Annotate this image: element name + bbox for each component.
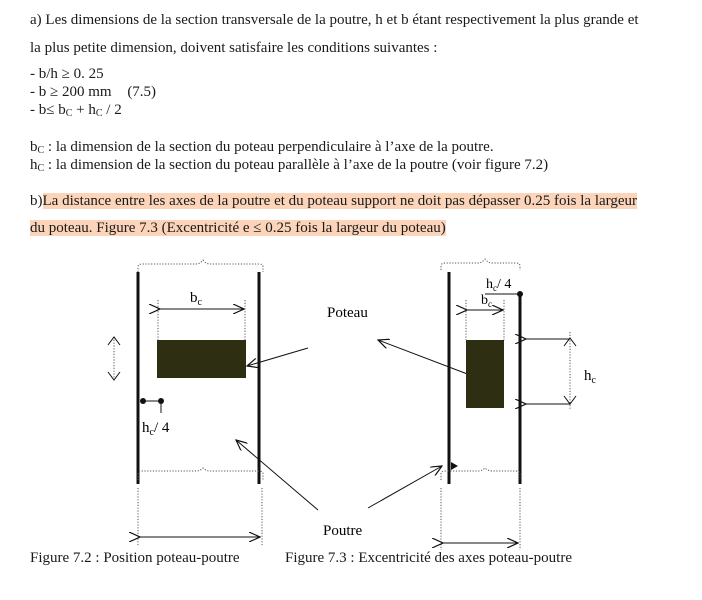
equation-number: (7.5): [127, 84, 157, 100]
condition-3: [30, 100, 122, 120]
bottom-brace-left: [138, 468, 263, 480]
condition-1: - b/h ≥ 0. 25: [30, 66, 104, 82]
poutre-label: Poutre: [323, 523, 363, 539]
bc-subscript: C: [37, 145, 45, 156]
hc4-point-2: [517, 291, 523, 297]
figure-7-3: [441, 259, 597, 550]
hc4-label-2: $h_c/$ 4: [486, 277, 512, 293]
paragraph-b-prefix: b): [30, 193, 43, 209]
bc-description: : la dimension de la section du poteau perpendiculaire à l’axe de la poutre.: [44, 139, 494, 155]
paragraph-b-highlight-1: La distance entre les axes de la poutre et du poteau support ne doit pas dépasser 0.25 fois la largeur: [42, 193, 638, 209]
hc-arrow-down: [108, 372, 120, 380]
hc4-label: $h_c/$ 4: [142, 420, 170, 438]
definition-hc: [30, 155, 548, 175]
figure-7-2: [108, 260, 263, 545]
top-brace-left: [138, 260, 263, 272]
poteau-arrow-right: [378, 340, 470, 375]
caption-figure-7-3: Figure 7.3 : Excentricité des axes poteau-poutre: [285, 550, 572, 566]
condition-2-text: - b ≥ 200 mm: [30, 84, 112, 100]
paragraph-b-line2: [30, 218, 446, 238]
beam-marker-2: [451, 462, 458, 470]
condition-3-mid: + h: [72, 102, 96, 118]
paragraph-b-line1: [30, 191, 637, 211]
bc-label: $b_c$: [190, 290, 202, 308]
paragraph-a-line2: la plus petite dimension, doivent satisfaire les conditions suivantes :: [30, 40, 438, 56]
paragraph-b-highlight-2: du poteau. Figure 7.3 (Excentricité e ≤ 0.25 fois la largeur du poteau): [30, 220, 446, 236]
poutre-arrow-right: [368, 466, 442, 508]
hc-label-right: $h_c$: [584, 368, 596, 386]
paragraph-a-line1: a) Les dimensions de la section transversale de la poutre, h et b étant respectivement la plus grande et: [30, 12, 639, 28]
hc-subscript: C: [37, 163, 45, 174]
hc-description: : la dimension de la section du poteau parallèle à l’axe de la poutre (voir figure 7.2): [44, 157, 549, 173]
condition-3-pre: - b≤ b: [30, 102, 66, 118]
bc-symbol: b: [30, 139, 38, 155]
top-brace-right: [441, 259, 520, 270]
definition-bc: [30, 137, 494, 157]
poteau-arrow-left: [247, 348, 308, 366]
condition-2: [30, 82, 156, 102]
poutre-arrow-left: [236, 440, 318, 510]
hc-symbol: h: [30, 157, 38, 173]
hc4-point-left: [140, 398, 146, 404]
caption-figure-7-2: Figure 7.2 : Position poteau-poutre: [30, 550, 240, 566]
poteau-label: Poteau: [327, 305, 368, 321]
figure-diagrams: [0, 250, 702, 550]
bc-label-2: $b_c$: [481, 293, 492, 309]
column-section-2: [466, 340, 504, 408]
condition-3-post: / 2: [102, 102, 122, 118]
bottom-brace-right: [441, 468, 520, 480]
condition-3-sub1: C: [65, 108, 73, 119]
condition-3-sub2: C: [95, 108, 103, 119]
column-section: [157, 340, 246, 378]
